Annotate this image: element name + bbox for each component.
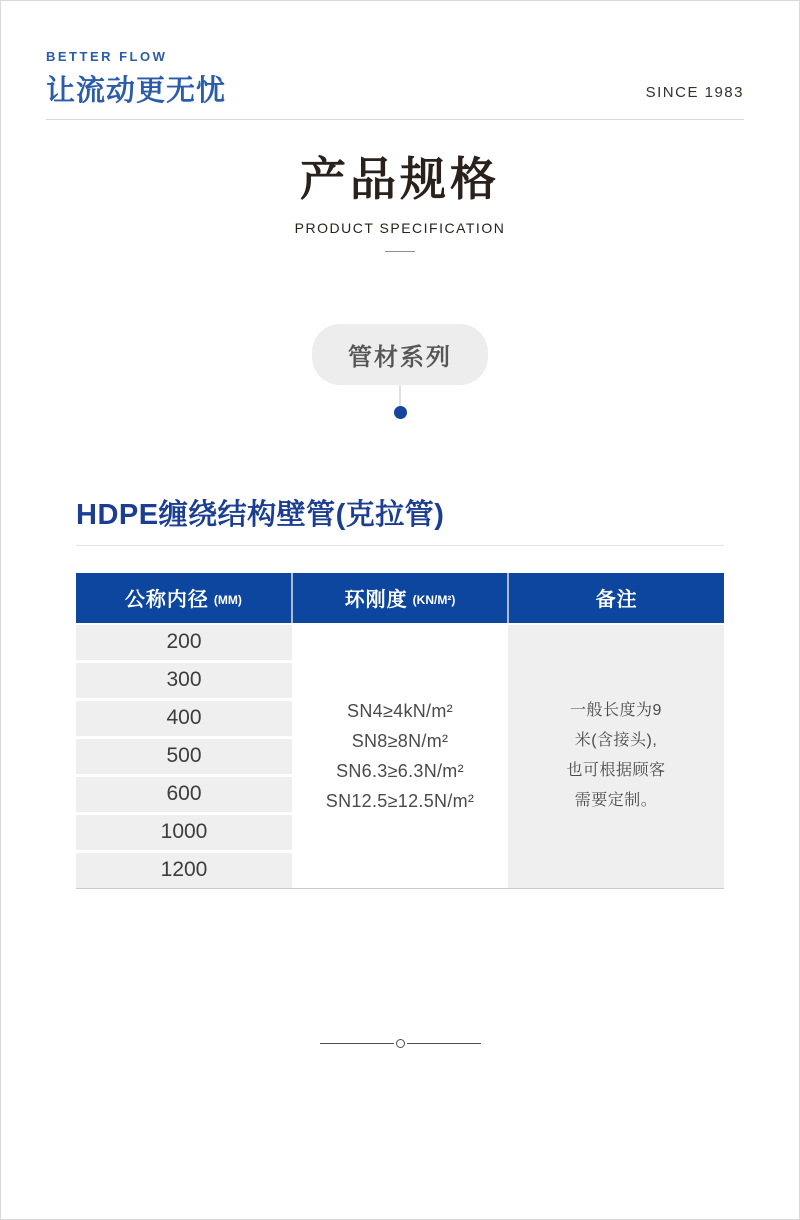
stiffness-value: SN8≥8N/m² [351, 731, 449, 752]
badge-connector-line [399, 385, 401, 406]
footer-divider [1, 1039, 799, 1048]
table-header-stiffness [291, 573, 508, 623]
header-label: 备注 [595, 589, 638, 612]
table-body [76, 625, 724, 889]
remark-text: 需要定制。 [574, 792, 658, 810]
table-row: 600 [76, 777, 292, 812]
series-badge-block [1, 324, 799, 419]
spec-table [76, 573, 724, 889]
header-unit: (MM) [213, 592, 242, 607]
page-header [46, 1, 744, 120]
title-divider [385, 251, 415, 252]
remark-text: 一般长度为9 [570, 702, 662, 720]
remark-text: 米(含接头), [574, 732, 658, 750]
badge-dot-icon [394, 406, 407, 419]
diameter-column [76, 625, 292, 888]
table-row: 1000 [76, 815, 292, 850]
footer-divider-line-right [407, 1043, 481, 1045]
header-label: 公称内径 [124, 589, 209, 612]
header-unit: (KN/M²) [412, 592, 456, 607]
brand-logo [46, 49, 226, 109]
stiffness-value: SN6.3≥6.3N/m² [336, 761, 464, 782]
footer-divider-line-left [320, 1043, 394, 1045]
page-title: 产品规格 [300, 153, 500, 205]
table-header-row [76, 573, 724, 623]
table-row: 500 [76, 739, 292, 774]
remark-text: 也可根据顾客 [566, 762, 666, 780]
footer-circle-icon [396, 1039, 405, 1048]
section-heading: HDPE缠绕结构壁管(克拉管) [76, 498, 445, 531]
table-row: 1200 [76, 853, 292, 888]
page-subtitle: PRODUCT SPECIFICATION [294, 219, 506, 236]
remark-column [508, 625, 724, 888]
title-block [1, 154, 799, 252]
section-divider [76, 545, 724, 546]
product-section [76, 499, 724, 546]
stiffness-value: SN12.5≥12.5N/m² [325, 791, 475, 812]
brand-since: SINCE 1983 [645, 84, 744, 101]
brand-tagline-cn: 让流动更无忧 [46, 75, 227, 107]
table-header-remark [507, 573, 724, 623]
table-header-diameter [76, 573, 291, 623]
stiffness-value: SN4≥4kN/m² [347, 701, 453, 722]
table-row: 200 [76, 625, 292, 660]
brand-tagline-en: BETTER FLOW [46, 49, 168, 64]
header-label: 环刚度 [344, 589, 408, 612]
stiffness-column [292, 625, 508, 888]
series-badge: 管材系列 [312, 324, 488, 385]
table-row: 300 [76, 663, 292, 698]
table-row: 400 [76, 701, 292, 736]
